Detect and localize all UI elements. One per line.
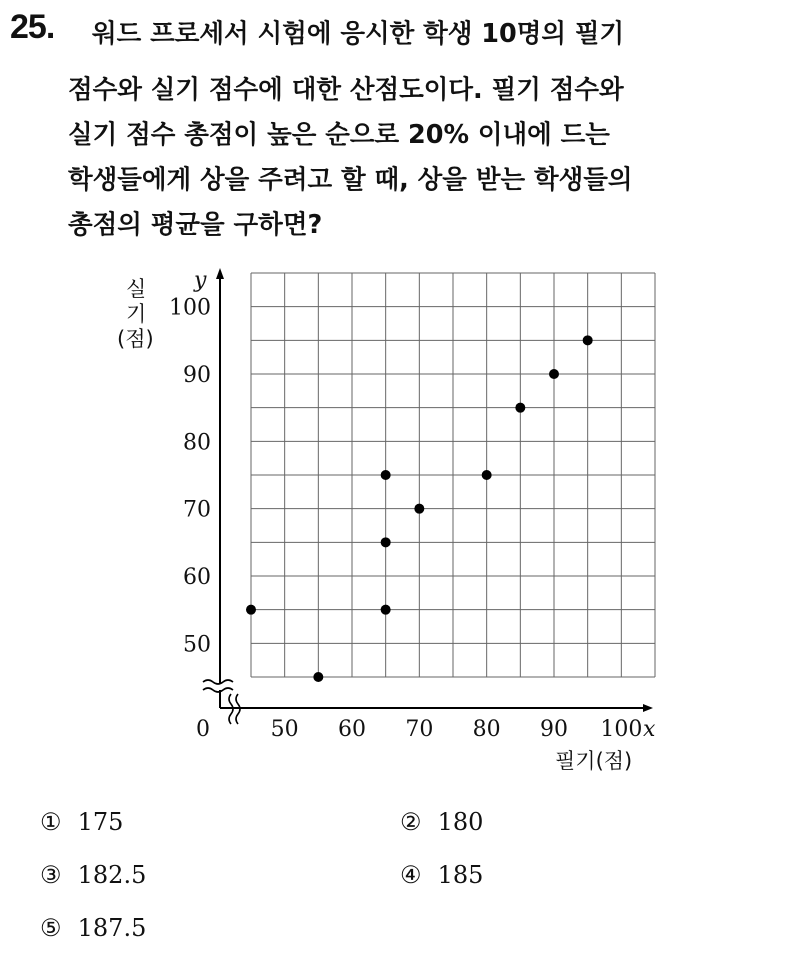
y-axis-title-2: 기 bbox=[126, 302, 147, 326]
x-tick-label: 70 bbox=[405, 717, 434, 742]
choice-2[interactable] bbox=[400, 808, 483, 836]
question-line-1: 워드 프로세서 시험에 응시한 학생 10명의 필기 bbox=[92, 19, 625, 49]
data-point bbox=[549, 369, 559, 379]
choice-4[interactable] bbox=[400, 861, 483, 889]
x-axis-arrow bbox=[643, 704, 653, 712]
x-axis-title: 필기(점) bbox=[555, 749, 633, 773]
choice-1[interactable] bbox=[40, 808, 123, 836]
grid bbox=[251, 273, 655, 677]
data-point bbox=[515, 403, 525, 413]
y-tick-label: 80 bbox=[183, 430, 211, 456]
question-line-5: 총점의 평균을 구하면? bbox=[68, 210, 323, 240]
y-tick-label: 90 bbox=[183, 363, 211, 388]
y-axis-title-3: (점) bbox=[117, 327, 154, 351]
question-line-4: 학생들에게 상을 주려고 할 때, 상을 받는 학생들의 bbox=[68, 165, 633, 195]
choice-3-value: 182.5 bbox=[77, 861, 147, 889]
y-tick-label: 70 bbox=[183, 497, 211, 523]
choice-5[interactable] bbox=[40, 914, 146, 942]
y-tick-label: 100 bbox=[169, 295, 211, 321]
y-axis-arrow bbox=[216, 268, 224, 279]
y-tick-label: 60 bbox=[183, 565, 211, 590]
data-point bbox=[313, 672, 323, 682]
choice-4-value: 185 bbox=[437, 861, 484, 889]
data-point bbox=[482, 470, 492, 480]
choice-2-value: 180 bbox=[437, 808, 484, 836]
choice-1-mark: ① bbox=[40, 808, 62, 836]
y-axis-title-1: 실 bbox=[126, 277, 147, 301]
x-tick-label: 60 bbox=[338, 717, 366, 742]
y-axis-letter: y bbox=[194, 268, 207, 293]
choice-3[interactable] bbox=[40, 861, 146, 889]
choice-1-value: 175 bbox=[77, 808, 124, 836]
choice-5-value: 187.5 bbox=[77, 914, 147, 942]
origin-label: 0 bbox=[196, 717, 210, 742]
question-line-2: 점수와 실기 점수에 대한 산점도이다. 필기 점수와 bbox=[68, 75, 624, 105]
y-axis-break-icon bbox=[203, 680, 233, 692]
question-number: 25. bbox=[10, 8, 55, 46]
y-tick-label: 50 bbox=[183, 632, 211, 658]
x-tick-label: 90 bbox=[540, 717, 568, 742]
data-point bbox=[414, 504, 424, 514]
x-tick-label: 80 bbox=[472, 717, 501, 742]
data-point bbox=[381, 605, 391, 615]
question-line-3: 실기 점수 총점이 높은 순으로 20% 이내에 드는 bbox=[68, 120, 610, 150]
choice-2-mark: ② bbox=[400, 808, 422, 836]
x-axis-letter: x bbox=[643, 717, 656, 742]
data-point bbox=[583, 335, 593, 345]
choice-3-mark: ③ bbox=[40, 861, 62, 889]
choice-5-mark: ⑤ bbox=[40, 914, 62, 942]
data-point bbox=[246, 605, 256, 615]
data-point bbox=[381, 537, 391, 547]
choice-4-mark: ④ bbox=[400, 861, 422, 889]
data-point bbox=[381, 470, 391, 480]
x-tick-label: 100 bbox=[600, 717, 643, 742]
x-tick-label: 50 bbox=[270, 717, 299, 742]
